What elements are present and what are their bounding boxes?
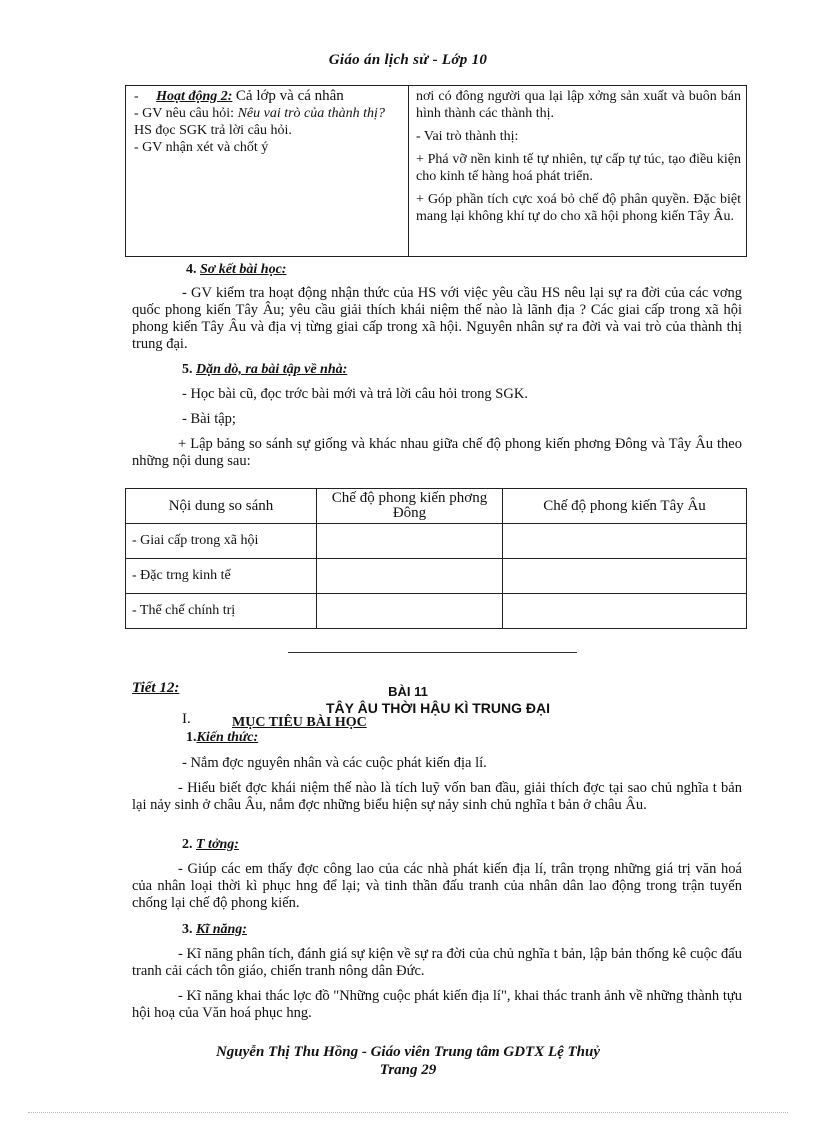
knowledge-title: Kiến thức: <box>196 730 259 745</box>
objectives-heading: MỤC TIÊU BÀI HỌC <box>232 715 367 730</box>
ideology-paragraph: - Giúp các em thấy đợc công lao của các nhà phát kiến địa lí, trân trọng những giá trị văn hoá của nhân loại thời kì phục hng để lại; và tinh thần đấu tranh của nhân dân lao động trong trận tuyến chống lại chế độ phong kiến. <box>132 861 742 911</box>
question-text: Nêu vai trò của thành thị? <box>237 106 385 121</box>
section-4-heading: 4. Sơ kết bài học: <box>186 262 287 277</box>
activity-table <box>125 85 747 257</box>
page-bottom-border <box>28 1112 788 1113</box>
page-header: Giáo án lịch sử - Lớp 10 <box>328 52 488 68</box>
ideology-title: T tởng: <box>196 837 239 852</box>
table-row <box>126 594 747 629</box>
section-4-title: Sơ kết bài học: <box>200 262 287 277</box>
student-instruction: HS đọc SGK trả lời câu hỏi. <box>134 123 292 138</box>
activity-cell-left: - Hoạt động 2: Cả lớp và cá nhân - GV nêu câu hỏi: Nêu vai trò của thành thị? HS đọc SGK trả lời câu hỏi. - GV nhận xét và chốt ý <box>134 88 404 156</box>
section-5-heading: 5. Dặn dò, ra bài tập về nhà: <box>182 362 348 377</box>
page-footer <box>0 1043 816 1079</box>
table-row-label: - Đặc trng kinh tế <box>126 559 317 594</box>
right-paragraph: nơi có đông người qua lại lập xởng sản xuất và buôn bán hình thành các thành thị. <box>416 89 741 121</box>
section-roman: I. <box>182 711 191 727</box>
activity-text: Cả lớp và cá nhân <box>235 88 344 104</box>
table-row <box>126 524 747 559</box>
table-row-label: - Thể chế chính trị <box>126 594 317 629</box>
question-prefix: - GV nêu câu hỏi: <box>134 106 238 121</box>
footer-author: Nguyễn Thị Thu Hồng - Giáo viên Trung tâm GDTX Lệ Thuỷ <box>215 1044 601 1060</box>
skills-paragraph: - Kĩ năng phân tích, đánh giá sự kiện về sự ra đời của chủ nghĩa t bản, lập bản thống kê cuộc đấu tranh cải cách tôn giáo, chiến tranh nông dân Đức. <box>132 946 742 979</box>
table-row-label: - Giai cấp trong xã hội <box>126 524 317 559</box>
knowledge-heading: 1.Kiến thức: <box>186 730 259 745</box>
section-divider <box>288 652 577 653</box>
footer-page-number: Trang 29 <box>379 1062 437 1078</box>
knowledge-line: - Hiểu biết đợc khái niệm thế nào là tích luỹ vốn ban đầu, giải thích đợc tại sao chủ nghĩa t bản lại nảy sinh ở châu Âu, nắm đợc những biểu hiện sự nảy sinh chủ nghĩa t bản ở châu Âu. <box>132 780 742 813</box>
table-row <box>126 559 747 594</box>
knowledge-line: - Nắm đợc nguyên nhân và các cuộc phát kiến địa lí. <box>182 755 487 771</box>
section-5-line: + Lập bảng so sánh sự giống và khác nhau giữa chế độ phong kiến phơng Đông và Tây Âu theo những nội dung sau: <box>132 436 742 469</box>
section-4-paragraph: - GV kiểm tra hoạt động nhận thức của HS với việc yêu cầu HS nêu lại sự ra đời của các vơng quốc phong kiến Tây Âu; yêu cầu giải thích khái niệm thế nào là lãnh địa ? Các giai cấp trong xã hội phong kiến Tây Âu và địa vị từng giai cấp trong xã hội. Nguyên nhân sự ra đời và vai trò của thành thị trung đại. <box>132 285 742 352</box>
activity-label: Hoạt động 2: <box>156 89 233 104</box>
table-header-row <box>126 489 747 524</box>
lesson-number: BÀI 11 <box>388 684 428 699</box>
table-divider <box>408 86 409 256</box>
skills-heading: 3. Kĩ năng: <box>182 922 247 937</box>
section-5-title: Dặn dò, ra bài tập về nhà: <box>196 362 348 377</box>
right-paragraph: + Góp phần tích cực xoá bỏ chế độ phân quyền. Đặc biệt mang lại không khí tự do cho xã hội phong kiến Tây Âu. <box>416 192 741 224</box>
right-paragraph: + Phá vỡ nền kinh tế tự nhiên, tự cấp tự túc, tạo điều kiện cho kinh tế hàng hoá phát triển. <box>416 152 741 184</box>
activity-cell-right <box>416 88 741 231</box>
skills-title: Kĩ năng: <box>196 922 247 937</box>
lesson-title: TÂY ÂU THỜI HẬU KÌ TRUNG ĐẠI <box>325 700 550 716</box>
section-5-line: - Bài tập; <box>182 411 236 427</box>
right-paragraph: - Vai trò thành thị: <box>416 129 519 144</box>
table-header-cell: Chế độ phong kiến phơng Đông <box>317 489 503 524</box>
skills-paragraph: - Kĩ năng khai thác lợc đồ "Những cuộc phát kiến địa lí", khai thác tranh ảnh về những thành tựu hội hoạ của Văn hoá phục hng. <box>132 988 742 1020</box>
table-header-cell: Chế độ phong kiến Tây Âu <box>503 489 747 524</box>
table-header-cell: Nội dung so sánh <box>126 489 317 524</box>
lesson-period: Tiết 12: <box>132 680 180 696</box>
comparison-table <box>125 488 747 629</box>
teacher-instruction: - GV nhận xét và chốt ý <box>134 140 269 155</box>
section-5-line: - Học bài cũ, đọc trớc bài mới và trả lời câu hỏi trong SGK. <box>182 386 528 402</box>
ideology-heading: 2. T tởng: <box>182 837 239 852</box>
